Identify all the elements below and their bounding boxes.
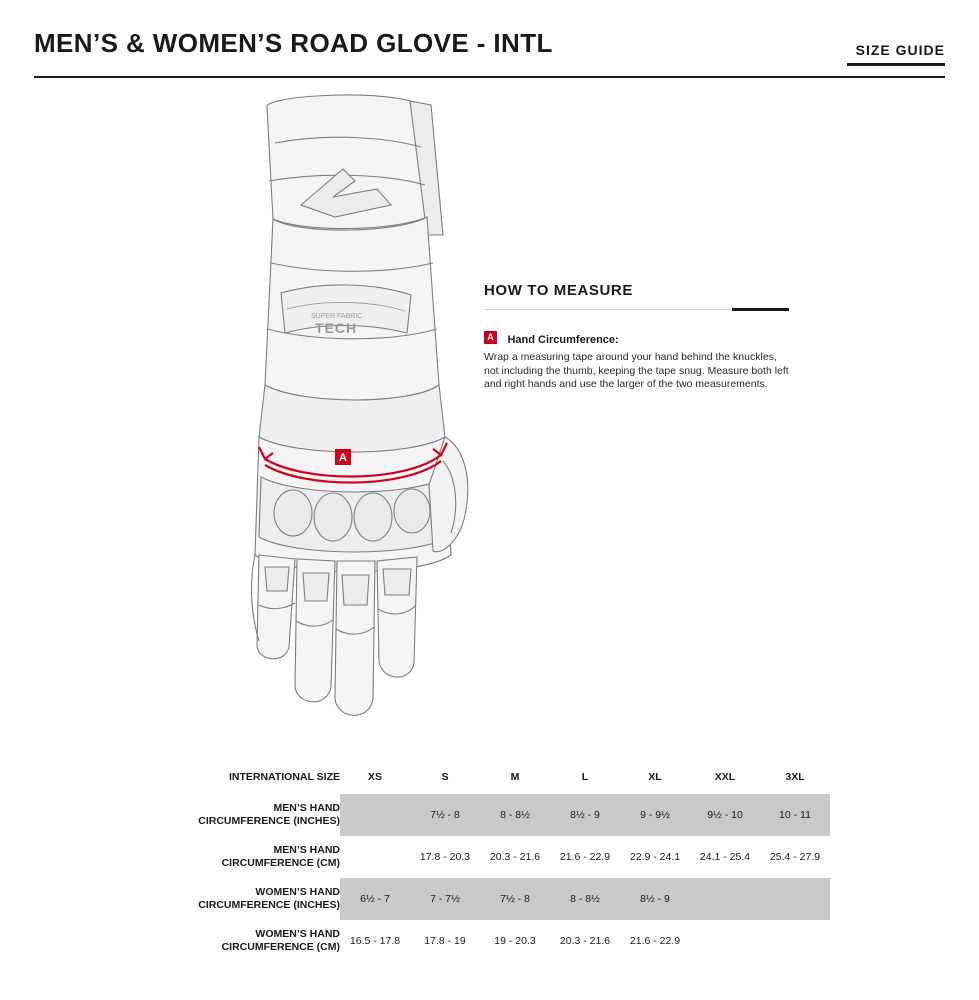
cell-mens-in-3xl: 10 - 11 — [760, 794, 830, 836]
table-row — [150, 794, 830, 836]
row-label-mens-cm — [150, 836, 340, 878]
how-to-measure-title: HOW TO MEASURE — [484, 282, 633, 299]
size-table — [150, 760, 830, 962]
row-label-line2: CIRCUMFERENCE (INCHES) — [198, 815, 340, 827]
brand-text-1: SUPER FABRIC — [311, 313, 363, 320]
row-label-womens-inches — [150, 878, 340, 920]
cell-womens-in-3xl — [760, 878, 830, 920]
cell-womens-cm-s: 17.8 - 19 — [410, 920, 480, 962]
column-header-l: L — [581, 771, 589, 783]
how-to-measure-section — [484, 282, 804, 390]
how-to-measure-divider-accent — [732, 308, 789, 311]
column-header-s: S — [441, 771, 449, 783]
size-guide-underline — [847, 63, 945, 66]
measure-badge-icon: A — [484, 331, 497, 344]
column-header-xl: XL — [648, 771, 662, 783]
cell-mens-cm-m: 20.3 - 21.6 — [480, 836, 550, 878]
brand-text-2: TECH — [315, 320, 358, 336]
cell-womens-cm-xs: 16.5 - 17.8 — [340, 920, 410, 962]
row-label-line2: CIRCUMFERENCE (INCHES) — [198, 899, 340, 911]
cell-mens-in-s: 7½ - 8 — [410, 794, 480, 836]
cell-womens-in-xxl — [690, 878, 760, 920]
cell-womens-cm-l: 20.3 - 21.6 — [550, 920, 620, 962]
column-header-3xl: 3XL — [785, 771, 805, 783]
table-header-label: INTERNATIONAL SIZE — [228, 770, 340, 783]
table-header-row — [150, 760, 830, 794]
cell-womens-cm-m: 19 - 20.3 — [480, 920, 550, 962]
row-label-line2: CIRCUMFERENCE (CM) — [221, 857, 340, 869]
column-header-xs: XS — [367, 771, 382, 783]
cell-womens-cm-xxl — [690, 920, 760, 962]
cell-mens-in-l: 8½ - 9 — [550, 794, 620, 836]
measure-item-text: Wrap a measuring tape around your hand behind the knuckles, not including the thumb, keeping the tape snug. Measure both left and right hands and use the larger of the two measurements. — [484, 351, 789, 390]
cell-mens-in-xxl: 9½ - 10 — [690, 794, 760, 836]
cell-womens-in-xs: 6½ - 7 — [340, 878, 410, 920]
cell-mens-in-xs — [340, 794, 410, 836]
svg-text:A: A — [339, 452, 347, 464]
cell-mens-cm-xs — [340, 836, 410, 878]
measure-item-label: Hand Circumference: — [507, 334, 619, 346]
cell-mens-cm-l: 21.6 - 22.9 — [550, 836, 620, 878]
cell-mens-cm-3xl: 25.4 - 27.9 — [760, 836, 830, 878]
column-header-xxl: XXL — [714, 771, 736, 783]
measure-item-hand-circumference — [484, 330, 804, 392]
glove-illustration — [215, 85, 515, 745]
row-label-line1: WOMEN’S HAND — [255, 886, 340, 898]
page-title: MEN’S & WOMEN’S ROAD GLOVE - INTL — [34, 28, 553, 58]
row-label-line1: MEN’S HAND — [273, 844, 340, 856]
row-label-mens-inches — [150, 794, 340, 836]
table-row — [150, 836, 830, 878]
table-row — [150, 878, 830, 920]
size-guide-marker — [847, 42, 945, 66]
cell-womens-in-l: 8 - 8½ — [550, 878, 620, 920]
page-header — [0, 0, 979, 80]
cell-womens-cm-xl: 21.6 - 22.9 — [620, 920, 690, 962]
size-guide-label: SIZE GUIDE — [855, 42, 945, 58]
cell-womens-in-s: 7 - 7½ — [410, 878, 480, 920]
row-label-womens-cm — [150, 920, 340, 962]
cell-womens-in-xl: 8½ - 9 — [620, 878, 690, 920]
cell-mens-in-m: 8 - 8½ — [480, 794, 550, 836]
cell-womens-cm-3xl — [760, 920, 830, 962]
column-header-m: M — [510, 771, 520, 783]
cell-mens-cm-xl: 22.9 - 24.1 — [620, 836, 690, 878]
cell-womens-in-m: 7½ - 8 — [480, 878, 550, 920]
row-label-line2: CIRCUMFERENCE (CM) — [221, 941, 340, 953]
cell-mens-cm-xxl: 24.1 - 25.4 — [690, 836, 760, 878]
header-divider — [34, 76, 945, 78]
row-label-line1: MEN’S HAND — [273, 802, 340, 814]
row-label-line1: WOMEN’S HAND — [255, 928, 340, 940]
cell-mens-in-xl: 9 - 9½ — [620, 794, 690, 836]
cell-mens-cm-s: 17.8 - 20.3 — [410, 836, 480, 878]
size-table-wrapper — [150, 760, 830, 962]
table-row — [150, 920, 830, 962]
